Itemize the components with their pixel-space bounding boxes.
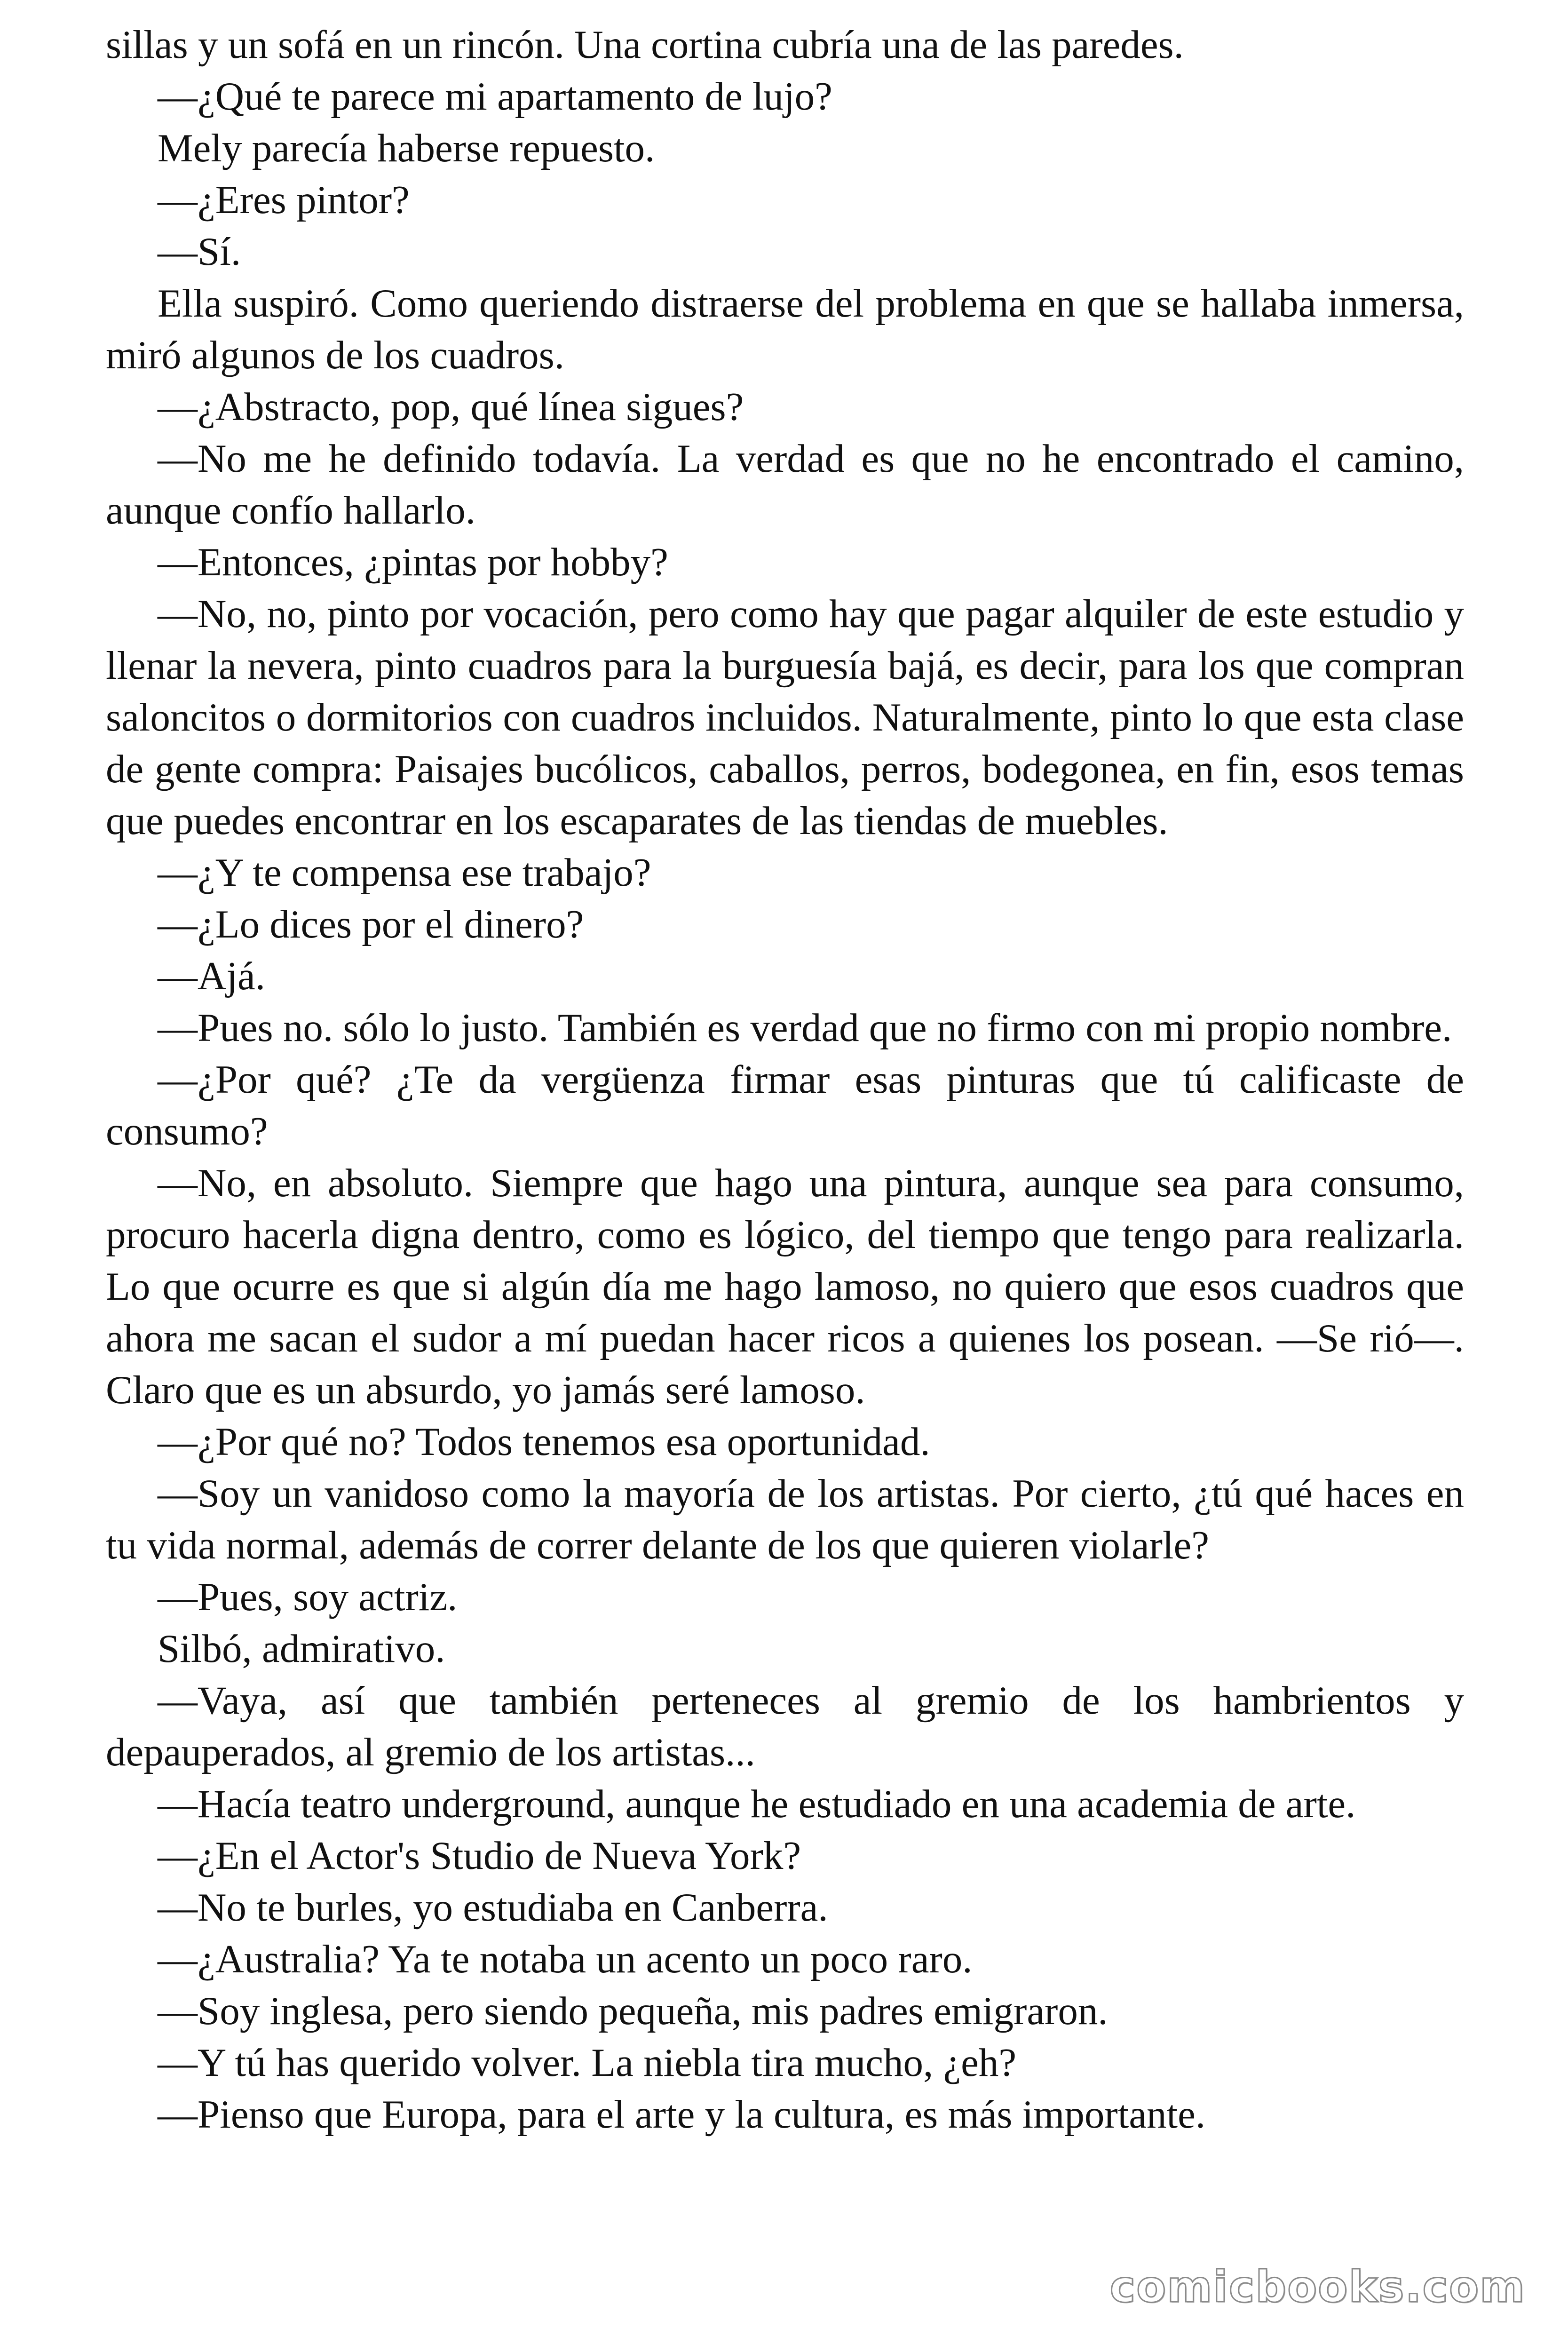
paragraph: —¿Lo dices por el dinero? <box>158 902 584 946</box>
paragraph: —¿Por qué? ¿Te da vergüenza firmar esas pinturas que tú calificaste de consumo? <box>106 1057 1464 1153</box>
paragraph: Mely parecía haberse repuesto. <box>158 126 655 170</box>
paragraph: —Soy un vanidoso como la mayoría de los artistas. Por cierto, ¿tú qué haces en tu vida normal, además de correr delante de los que quieren violarle? <box>106 1471 1464 1567</box>
paragraph: sillas y un sofá en un rincón. Una cortina cubría una de las paredes. <box>106 23 1184 67</box>
paragraph: —Pienso que Europa, para el arte y la cultura, es más importante. <box>158 2092 1206 2137</box>
paragraph: —Pues no. sólo lo justo. También es verdad que no firmo con mi propio nombre. <box>158 1006 1452 1050</box>
paragraph: Ella suspiró. Como queriendo distraerse del problema en que se hallaba inmersa, miró algunos de los cuadros. <box>106 281 1464 377</box>
paragraph: —No, no, pinto por vocación, pero como hay que pagar alquiler de este estudio y llenar la nevera, pinto cuadros para la burguesía bajá, es decir, para los que compran saloncitos o dormitorios con cuadros incluidos. Naturalmente, pinto lo que esta clase de gente compra: Paisajes bucólicos, caballos, perros, bodegonea, en fin, esos temas que puedes encontrar en los escaparates de las tiendas de muebles. <box>106 592 1464 843</box>
paragraph: —¿En el Actor's Studio de Nueva York? <box>158 1834 801 1878</box>
paragraph: Silbó, admirativo. <box>158 1627 445 1671</box>
paragraph: —Sí. <box>158 230 241 274</box>
paragraph: —Vaya, así que también perteneces al gremio de los hambrientos y depauperados, al gremio de los artistas... <box>106 1678 1464 1774</box>
paragraph: —¿Abstracto, pop, qué línea sigues? <box>158 385 744 429</box>
paragraph: —¿Por qué no? Todos tenemos esa oportunidad. <box>158 1420 930 1464</box>
paragraph: —No, en absoluto. Siempre que hago una pintura, aunque sea para consumo, procuro hacerla digna dentro, como es lógico, del tiempo que tengo para realizarla. Lo que ocurre es que si algún día me hago lamoso, no quiero que esos cuadros que ahora me sacan el sudor a mí puedan hacer ricos a quienes los posean. —Se rió—. Claro que es un absurdo, yo jamás seré lamoso. <box>106 1161 1464 1412</box>
paragraph: —Entonces, ¿pintas por hobby? <box>158 540 668 584</box>
paragraph: —Pues, soy actriz. <box>158 1575 458 1619</box>
paragraph: —Y tú has querido volver. La niebla tira mucho, ¿eh? <box>158 2041 1017 2085</box>
paragraph: —¿Eres pintor? <box>158 178 410 222</box>
paragraph: —¿Qué te parece mi apartamento de lujo? <box>158 74 832 119</box>
paragraph: —Hacía teatro underground, aunque he estudiado en una academia de arte. <box>158 1782 1356 1826</box>
paragraph: —No te burles, yo estudiaba en Canberra. <box>158 1885 828 1930</box>
paragraph: —Soy inglesa, pero siendo pequeña, mis padres emigraron. <box>158 1989 1108 2033</box>
book-page-text <box>106 19 1464 2140</box>
paragraph: —No me he definido todavía. La verdad es que no he encontrado el camino, aunque confío hallarlo. <box>106 437 1464 532</box>
paragraph: —¿Australia? Ya te notaba un acento un poco raro. <box>158 1937 973 1981</box>
paragraph: —Ajá. <box>158 954 265 998</box>
watermark-logo: comicbooks.com <box>1109 2262 1526 2312</box>
paragraph: —¿Y te compensa ese trabajo? <box>158 850 651 895</box>
